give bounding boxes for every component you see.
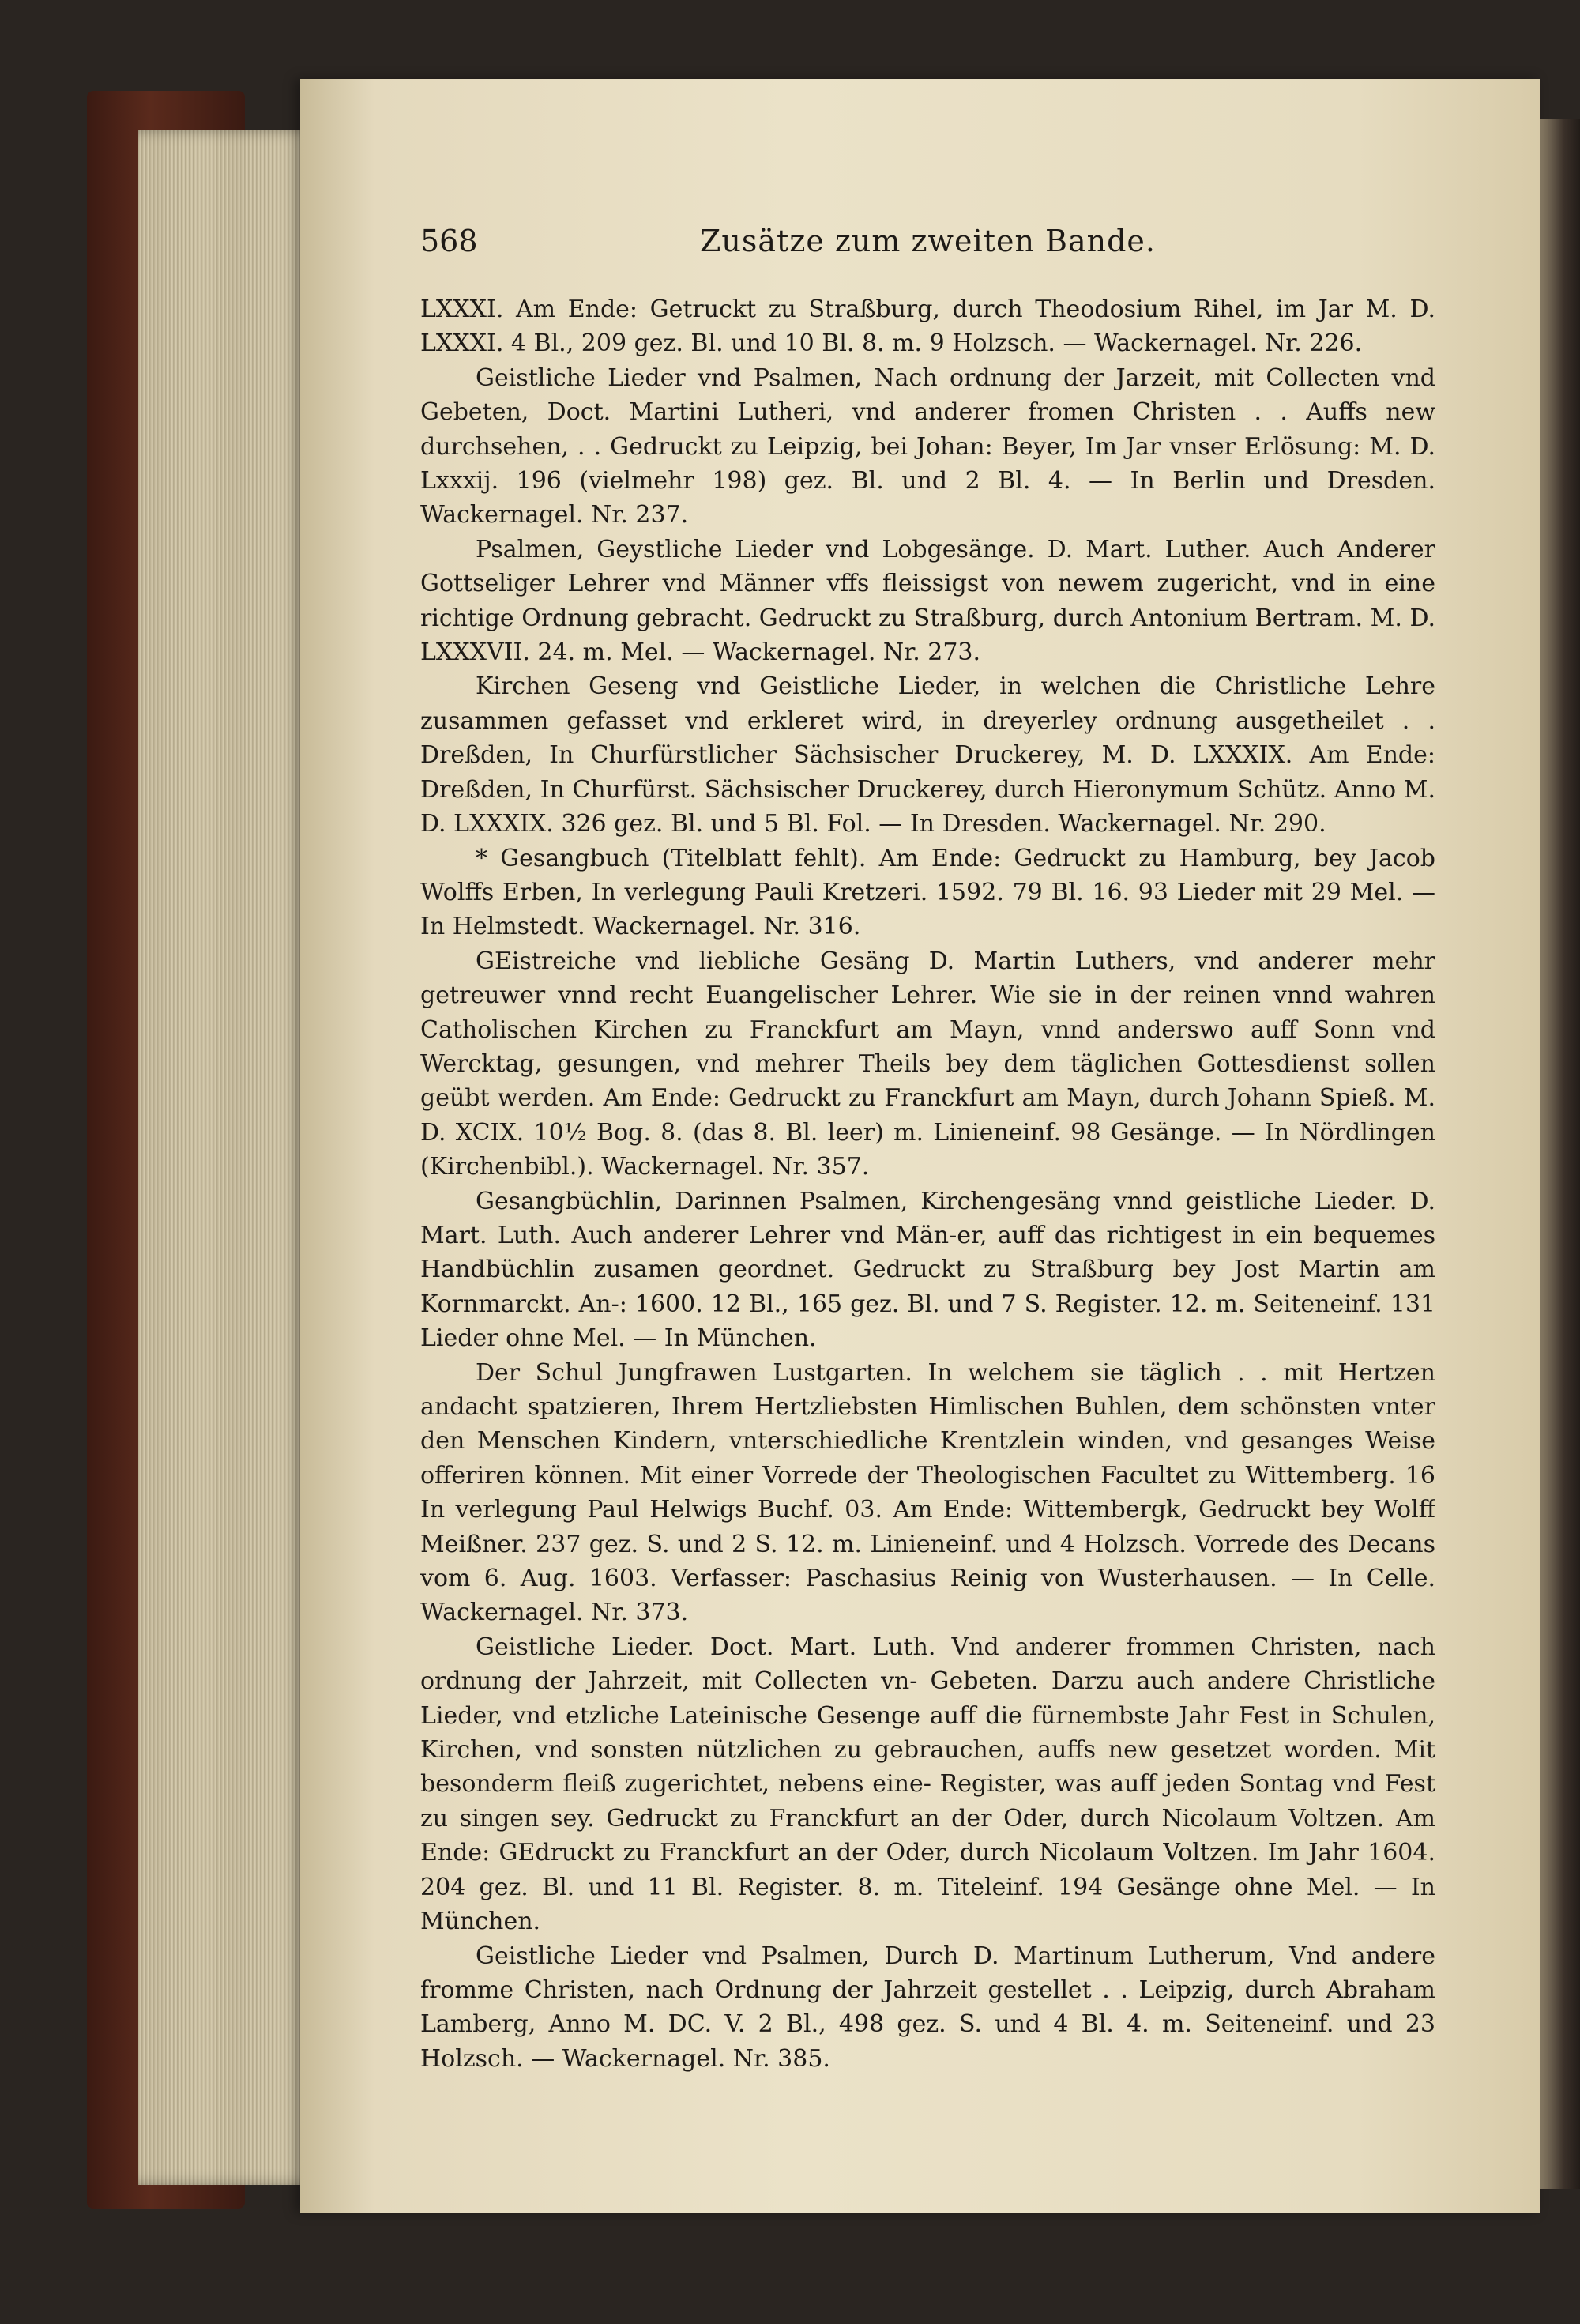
page-header — [420, 224, 1435, 271]
entry-3: Psalmen, Geystliche Lieder vnd Lobgesänge. D. Mart. Luther. Auch Anderer Gottseliger Lehrer vnd Männer vffs fleissigst von newem zugericht, vnd in eine richtige Ordnung gebracht. Gedruckt zu Straßburg, durch Antonium Bertram. M. D. LXXXVII. 24. m. Mel. — Wackernagel. Nr. 273. — [420, 535, 1435, 667]
text-block — [420, 292, 1435, 2141]
page-number: 568 — [420, 224, 478, 258]
entry-7: Gesangbüchlin, Darinnen Psalmen, Kirchengesäng vnnd geistliche Lieder. D. Mart. Luth. Auch anderer Lehrer vnd Män-er, auff das richtigest in ein bequemes Handbüchlin zusamen geordnet. Gedruckt zu Straßburg bey Jost Martin am Kornmarckt. An-: 1600. 12 Bl., 165 gez. Bl. und 7 S. Register. 12. m. Seiteneinf. 131 Lieder ohne Mel. — In München. — [420, 1187, 1435, 1353]
entry-1: LXXXI. Am Ende: Getruckt zu Straßburg, durch Theodosium Rihel, im Jar M. D. LXXXI. 4 Bl., 209 gez. Bl. und 10 Bl. 8. m. 9 Holzsch. — Wackernagel. Nr. 226. — [420, 296, 1435, 358]
entry-4: Kirchen Geseng vnd Geistliche Lieder, in welchen die Christliche Lehre zusammen gefasset vnd erkleret wird, in dreyerley ordnung ausgetheilet . . Dreßden, In Churfürstlicher Sächsischer Druckerey, M. D. LXXXIX. Am Ende: Dreßden, In Churfürst. Sächsischer Druckerey, durch Hieronymum Schütz. Anno M. D. LXXXIX. 326 gez. Bl. und 5 Bl. Fol. — In Dresden. Wackernagel. Nr. 290. — [420, 672, 1435, 838]
right-page-edge — [1540, 119, 1580, 2189]
page-edges — [138, 130, 320, 2185]
entry-9: Geistliche Lieder. Doct. Mart. Luth. Vnd anderer frommen Christen, nach ordnung der Jahrzeit, mit Collecten vn- Gebeten. Darzu auch andere Christliche Lieder, vnd etzliche Lateinische Gesenge auff die fürnembste Jahr Fest in Schulen, Kirchen, vnd sonsten nützlichen zu gebrauchen, auffs new gesetzet worden. Mit besonderm fleiß zugerichtet, nebens eine- Register, was auff jeden Sontag vnd Fest zu singen sey. Gedruckt zu Franckfurt an der Oder, durch Nicolaum Voltzen. Am Ende: GEdruckt zu Franckfurt an der Oder, durch Nicolaum Voltzen. Im Jahr 1604. 204 gez. Bl. und 11 Bl. Register. 8. m. Titeleinf. 194 Gesänge ohne Mel. — In München. — [420, 1633, 1435, 1936]
running-title: Zusätze zum zweiten Bande. — [700, 224, 1156, 258]
entry-2: Geistliche Lieder vnd Psalmen, Nach ordnung der Jarzeit, mit Collecten vnd Gebeten, Doct. Martini Lutheri, vnd anderer fromen Christen . . Auffs new durchsehen, . . Gedruckt zu Leipzig, bei Johan: Beyer, Im Jar vnser Erlösung: M. D. Lxxxij. 196 (vielmehr 198) gez. Bl. und 2 Bl. 4. — In Berlin und Dresden. Wackernagel. Nr. 237. — [420, 363, 1435, 529]
entry-6: GEistreiche vnd liebliche Gesäng D. Martin Luthers, vnd anderer mehr getreuwer vnnd recht Euangelischer Lehrer. Wie sie in der reinen vnnd wahren Catholischen Kirchen zu Franckfurt am Mayn, vnnd anderswo auff Sonn vnd Wercktag, gesungen, vnd mehrer Theils bey dem täglichen Gottesdienst sollen geübt werden. Am Ende: Gedruckt zu Franckfurt am Mayn, durch Johann Spieß. M. D. XCIX. 10½ Bog. 8. (das 8. Bl. leer) m. Linieneinf. 98 Gesänge. — In Nördlingen (Kirchenbibl.). Wackernagel. Nr. 357. — [420, 947, 1435, 1181]
entry-5: * Gesangbuch (Titelblatt fehlt). Am Ende: Gedruckt zu Hamburg, bey Jacob Wolffs Erben, In verlegung Pauli Kretzeri. 1592. 79 Bl. 16. 93 Lieder mit 29 Mel. — In Helmstedt. Wackernagel. Nr. 316. — [420, 844, 1435, 941]
book-page — [300, 79, 1540, 2213]
entry-8: Der Schul Jungfrawen Lustgarten. In welchem sie täglich . . mit Hertzen andacht spatzieren, Ihrem Hertzliebsten Himlischen Buhlen, dem schönsten vnter den Menschen Kindern, vnterschiedliche Krentzlein winden, vnd gesanges Weise offeriren können. Mit einer Vorrede der Theologischen Facultet zu Wittemberg. 16 In verlegung Paul Helwigs Buchf. 03. Am Ende: Wittembergk, Gedruckt bey Wolff Meißner. 237 gez. S. und 2 S. 12. m. Linieneinf. und 4 Holzsch. Vorrede des Decans vom 6. Aug. 1603. Verfasser: Paschasius Reinig von Wusterhausen. — In Celle. Wackernagel. Nr. 373. — [420, 1358, 1435, 1627]
entry-10: Geistliche Lieder vnd Psalmen, Durch D. Martinum Lutherum, Vnd andere fromme Christen, nach Ordnung der Jahrzeit gestellet . . Leipzig, durch Abraham Lamberg, Anno M. DC. V. 2 Bl., 498 gez. S. und 4 Bl. 4. m. Seiteneinf. und 23 Holzsch. — Wackernagel. Nr. 385. — [420, 1942, 1435, 2073]
